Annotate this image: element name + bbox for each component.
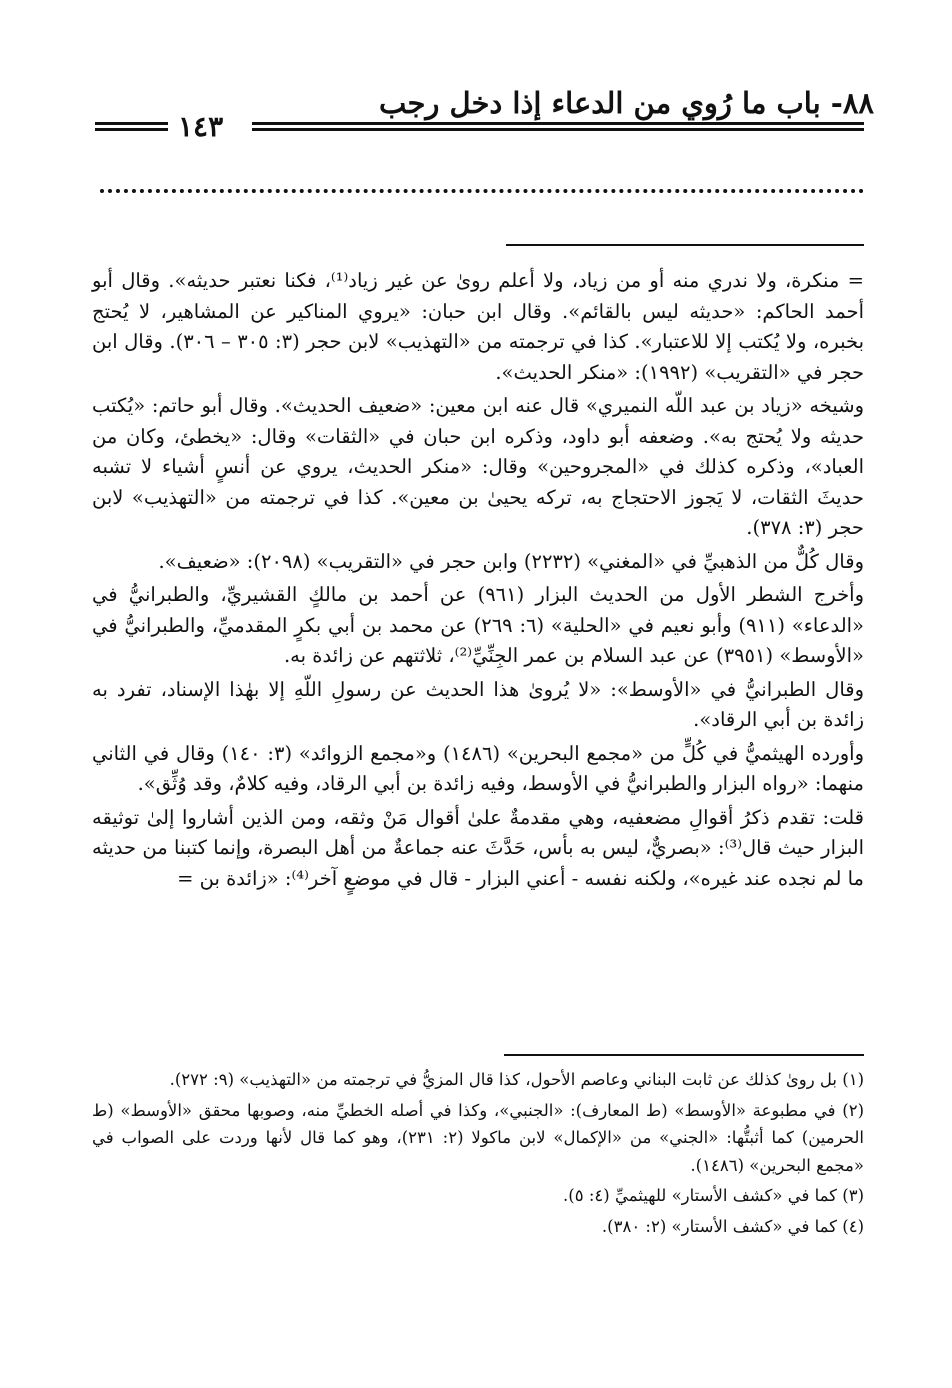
footnotes xyxy=(92,1066,864,1243)
paragraph: وأخرج الشطر الأول من الحديث البزار (٩٦١) عن أحمد بن مالكٍ القشيريِّ، والطبرانيُّ في «الدعاء» (٩١١) وأبو نعيم في «الحلية» (٦: ٢٦٩) عن محمد بن أبي بكرٍ المقدميِّ، والطبرانيُّ في «الأوسط» (٣٩٥١) عن عبد السلام بن عمر الجِنِّيِّ⁽²⁾، ثلاثتهم عن زائدة به. xyxy=(92,583,864,667)
footnote: (٤) كما في «كشف الأستار» (٢: ٣٨٠). xyxy=(601,1216,864,1236)
dotted-separator xyxy=(100,189,864,193)
main-text xyxy=(92,266,864,897)
paragraph: = منكرة، ولا ندري منه أو من زياد، ولا أعلم روىٰ عن غير زياد⁽¹⁾، فكنا نعتبر حديثه». وقال أبو أحمد الحاكم: «حديثه ليس بالقائم». وقال ابن حبان: «يروي المناكير عن المشاهير، لا يُحتج بخبره، ولا يُكتب إلا للاعتبار». كذا في ترجمته من «التهذيب» لابن حجر (٣: ٣٠٥ – ٣٠٦). وقال ابن حجر في «التقريب» (١٩٩٢): «منكر الحديث». xyxy=(92,269,865,384)
footnote: (٣) كما في «كشف الأستار» للهيثميِّ (٤: ٥). xyxy=(563,1186,864,1205)
header-double-rule xyxy=(252,122,864,131)
footnote: (٢) في مطبوعة «الأوسط» (ط المعارف): «الجنبي»، وكذا في أصله الخطيِّ منه، وصوبها محقق «الأوسط» (ط الحرمين) كما أثبتُّها: «الجني» من «الإكمال» لابن ماكولا (٢: ٢٣١)، وهو كما قال لأنها وردت على الصواب في «مجمع البحرين» (١٤٨٦). xyxy=(92,1100,864,1175)
paragraph: وقال الطبرانيُّ في «الأوسط»: «لا يُروىٰ هذا الحديث عن رسولِ اللّهِ إلا بهٰذا الإسناد، تفرد به زائدة بن أبي الرقاد». xyxy=(92,677,864,731)
footnote: (١) بل روىٰ كذلك عن ثابت البناني وعاصم الأحول، كذا قال المزيُّ في ترجمته من «التهذيب» (٩: ٢٧٢). xyxy=(169,1070,864,1089)
chapter-title: ٨٨- باب ما رُوي من الدعاء إذا دخل رجب xyxy=(379,86,874,120)
paragraph: قلت: تقدم ذكرُ أقوالِ مضعفيه، وهي مقدمةٌ علىٰ أقوال مَنْ وثقه، ومن الذين أشاروا إلىٰ توثيقه البزار حيث قال⁽³⁾: «بصريٌّ، ليس به بأس، حَدَّثَ عنه جماعةٌ من أهل البصرة، وإنما كتبنا من حديثه ما لم نجده عند غيره»، ولكنه نفسه - أعني البزار - قال في موضعٍ آخر⁽⁴⁾: «زائدة بن = xyxy=(92,805,864,890)
continuation-rule xyxy=(506,244,864,246)
header-double-rule-short xyxy=(95,122,168,131)
footnote-separator xyxy=(504,1054,864,1056)
page-number: ١٤٣ xyxy=(178,110,224,143)
paragraph: وأورده الهيثميُّ في كُلٍّ من «مجمع البحرين» (١٤٨٦) و«مجمع الزوائد» (٣: ١٤٠) وقال في الثاني منهما: «رواه البزار والطبرانيُّ في الأوسط، وفيه زائدة بن أبي الرقاد، وفيه كلامٌ، وقد وُثِّق». xyxy=(92,741,864,795)
paragraph: وقال كُلٌّ من الذهبيِّ في «المغني» (٢٢٣٢) وابن حجر في «التقريب» (٢٠٩٨): «ضعيف». xyxy=(158,549,864,573)
paragraph: وشيخه «زياد بن عبد اللّه النميري» قال عنه ابن معين: «ضعيف الحديث». وقال أبو حاتم: «يُكتب حديثه ولا يُحتج به». وضعفه أبو داود، وذكره ابن حبان في «الثقات» وقال: «يخطئ، وكان من العباد»، وذكره كذلك في «المجروحين» وقال: «منكر الحديث، يروي عن أنسٍ أشياء لا تشبه حديثَ الثقات، لا يَجوز الاحتجاج به، تركه يحيىٰ بن معين». كذا في ترجمته من «التهذيب» لابن حجر (٣: ٣٧٨). xyxy=(92,394,864,539)
